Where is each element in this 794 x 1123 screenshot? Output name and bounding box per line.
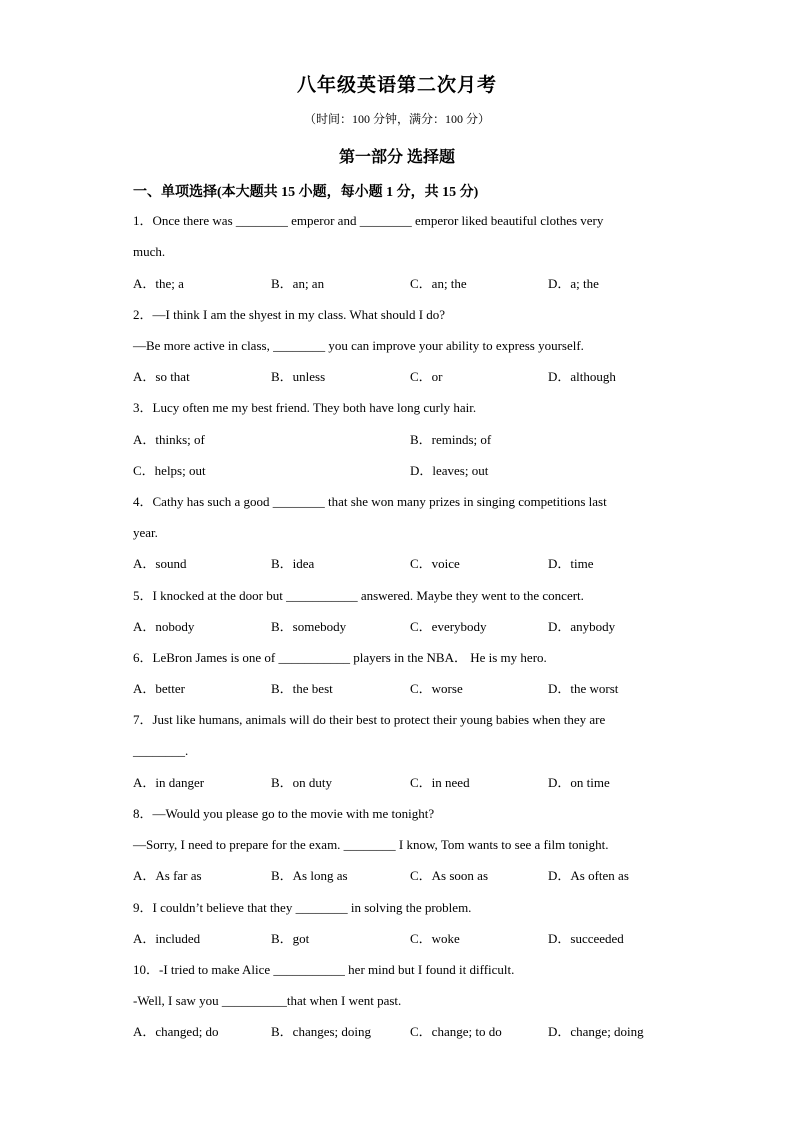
question-2-line-2: —Be more active in class, ________ you can improve your ability to express yourself.: [133, 338, 584, 353]
question-1-line-2: much.: [133, 244, 166, 259]
question-5-option-a[interactable]: A．nobody: [133, 619, 195, 634]
question-2-option-a[interactable]: A．so that: [133, 369, 190, 384]
question-8-option-b[interactable]: B．As long as: [271, 868, 348, 883]
question-4-option-d[interactable]: D．time: [548, 556, 594, 571]
question-1-option-b[interactable]: B．an; an: [271, 276, 325, 291]
question-4-line-1: 4．Cathy has such a good ________ that she won many prizes in singing competitions last: [133, 494, 607, 509]
question-9-option-c[interactable]: C．woke: [410, 931, 460, 946]
question-9-option-a[interactable]: A．included: [133, 931, 201, 946]
question-7-option-a[interactable]: A．in danger: [133, 775, 205, 790]
question-2-option-b[interactable]: B．unless: [271, 369, 326, 384]
question-1-option-a[interactable]: A．the; a: [133, 276, 184, 291]
question-6-option-c[interactable]: C．worse: [410, 681, 463, 696]
question-8-option-d[interactable]: D．As often as: [548, 868, 629, 883]
question-5-line-1: 5．I knocked at the door but ___________ answered. Maybe they went to the concert.: [133, 588, 584, 603]
question-6-option-d[interactable]: D．the worst: [548, 681, 619, 696]
question-1-option-d[interactable]: D．a; the: [548, 276, 599, 291]
question-3-option-b[interactable]: B．reminds; of: [410, 432, 492, 447]
question-4-option-b[interactable]: B．idea: [271, 556, 315, 571]
question-7-option-c[interactable]: C．in need: [410, 775, 470, 790]
question-8-line-1: 8．—Would you please go to the movie with me tonight?: [133, 806, 435, 821]
question-10-line-1: 10．-I tried to make Alice ___________ her mind but I found it difficult.: [133, 962, 515, 977]
question-4-option-c[interactable]: C．voice: [410, 556, 460, 571]
question-4-line-2: year.: [133, 525, 158, 540]
question-7-option-b[interactable]: B．on duty: [271, 775, 333, 790]
question-3-option-c[interactable]: C．helps; out: [133, 463, 206, 478]
question-9-option-d[interactable]: D．succeeded: [548, 931, 624, 946]
question-10-option-b[interactable]: B．changes; doing: [271, 1024, 372, 1039]
question-5-option-c[interactable]: C．everybody: [410, 619, 487, 634]
question-9-line-1: 9．I couldn’t believe that they ________ in solving the problem.: [133, 900, 472, 915]
question-2-option-d[interactable]: D．although: [548, 369, 616, 384]
question-2-option-c[interactable]: C．or: [410, 369, 443, 384]
exam-title: 八年级英语第二次月考: [296, 75, 497, 96]
question-3-line-1: 3．Lucy often me my best friend. They both have long curly hair.: [133, 400, 477, 415]
part-heading: 第一部分 选择题: [338, 149, 455, 166]
question-5-option-b[interactable]: B．somebody: [271, 619, 347, 634]
section-heading: 一、单项选择(本大题共 15 小题，每小题 1 分，共 15 分): [133, 185, 479, 200]
question-7-line-2: ________.: [133, 743, 189, 758]
exam-subtitle: （时间：100 分钟，满分：100 分）: [303, 112, 490, 126]
question-3-option-a[interactable]: A．thinks; of: [133, 432, 205, 447]
question-10-option-a[interactable]: A．changed; do: [133, 1024, 219, 1039]
question-8-line-2: —Sorry, I need to prepare for the exam. ________ I know, Tom wants to see a film tonight.: [133, 837, 609, 852]
question-7-option-d[interactable]: D．on time: [548, 775, 610, 790]
question-10-option-c[interactable]: C．change; to do: [410, 1024, 502, 1039]
question-10-line-2: -Well, I saw you __________that when I went past.: [133, 993, 402, 1008]
question-3-option-d[interactable]: D．leaves; out: [410, 463, 489, 478]
question-6-option-a[interactable]: A．better: [133, 681, 185, 696]
question-6-option-b[interactable]: B．the best: [271, 681, 333, 696]
question-9-option-b[interactable]: B．got: [271, 931, 310, 946]
question-2-line-1: 2．—I think I am the shyest in my class. What should I do?: [133, 307, 446, 322]
question-6-line-1: 6．LeBron James is one of ___________ players in the NBA． He is my hero.: [133, 650, 547, 665]
question-4-option-a[interactable]: A．sound: [133, 556, 187, 571]
question-8-option-c[interactable]: C．As soon as: [410, 868, 489, 883]
question-8-option-a[interactable]: A．As far as: [133, 868, 202, 883]
question-7-line-1: 7．Just like humans, animals will do their best to protect their young babies when they are: [133, 712, 606, 727]
question-1-option-c[interactable]: C．an; the: [410, 276, 467, 291]
question-5-option-d[interactable]: D．anybody: [548, 619, 616, 634]
question-1-line-1: 1．Once there was ________ emperor and ________ emperor liked beautiful clothes very: [133, 213, 604, 228]
question-10-option-d[interactable]: D．change; doing: [548, 1024, 644, 1039]
